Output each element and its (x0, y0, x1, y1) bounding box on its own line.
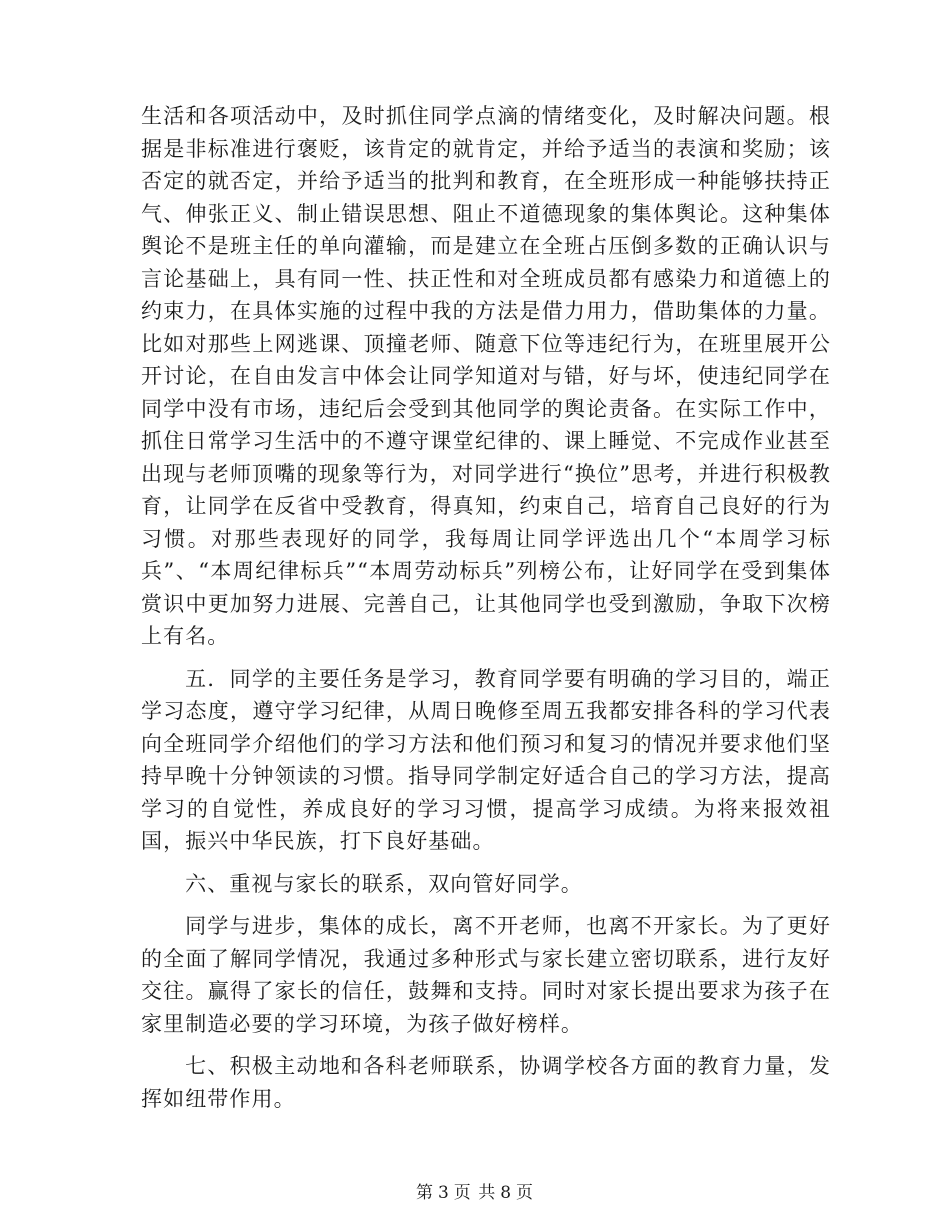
footer-prefix: 第 (415, 1183, 434, 1203)
section-heading-6: 六、重视与家长的联系，双向管好同学。 (185, 871, 583, 896)
paragraph-section-5: 五．同学的主要任务是学习，教育同学要有明确的学习目的，端正学习态度，遵守学习纪律，从周日晚修至周五我都安排各科的学习代表向全班同学介绍他们的学习方法和他们预习和复习的情况并要求他们坚持早晚十分钟领读的习惯。指导同学制定好适合自己的学习方法，提高学习的自觉性，养成良好的学习习惯，提高学习成绩。为将来报效祖国，振兴中华民族，打下良好基础。 (141, 666, 831, 853)
document-body (141, 100, 831, 1115)
footer-suffix: 页 (516, 1183, 535, 1203)
paragraph-continuation: 生活和各项活动中，及时抓住同学点滴的情绪变化，及时解决问题。根据是非标准进行褒贬，该肯定的就肯定，并给予适当的表演和奖励；该否定的就否定，并给予适当的批判和教育，在全班形成一种能够扶持正气、伸张正义、制止错误思想、阻止不道德现象的集体舆论。这种集体舆论不是班主任的单向灌输，而是建立在全班占压倒多数的正确认识与言论基础上，具有同一性、扶正性和对全班成员都有感染力和道德上的约束力，在具体实施的过程中我的方法是借力用力，借助集体的力量。比如对那些上网逃课、顶撞老师、随意下位等违纪行为，在班里展开公开讨论，在自由发言中体会让同学知道对与错，好与坏，使违纪同学在同学中没有市场，违纪后会受到其他同学的舆论责备。在实际工作中，抓住日常学习生活中的不遵守课堂纪律的、课上睡觉、不完成作业甚至出现与老师顶嘴的现象等行为，对同学进行“换位”思考，并进行积极教育，让同学在反省中受教育，得真知，约束自己，培育自己良好的行为习惯。对那些表现好的同学，我每周让同学评选出几个“本周学习标兵”、“本周纪律标兵”“本周劳动标兵”列榜公布，让好同学在受到集体赏识中更加努力进展、完善自己，让其他同学也受到激励，争取下次榜上有名。 (141, 104, 831, 648)
footer-total-pages: 8 (500, 1183, 513, 1203)
paragraph-parents: 同学与进步，集体的成长，离不开老师，也离不开家长。为了更好的全面了解同学情况，我通过多种形式与家长建立密切联系，进行友好交往。赢得了家长的信任，鼓舞和支持。同时对家长提出要求为孩子在家里制造必要的学习环境，为孩子做好榜样。 (141, 914, 831, 1036)
footer-page-number: 3 (437, 1183, 450, 1203)
footer-middle: 页 共 (453, 1183, 497, 1203)
section-heading-7: 七、积极主动地和各科老师联系，协调学校各方面的教育力量，发挥如纽带作用。 (141, 1054, 831, 1111)
page-footer (0, 1178, 950, 1203)
